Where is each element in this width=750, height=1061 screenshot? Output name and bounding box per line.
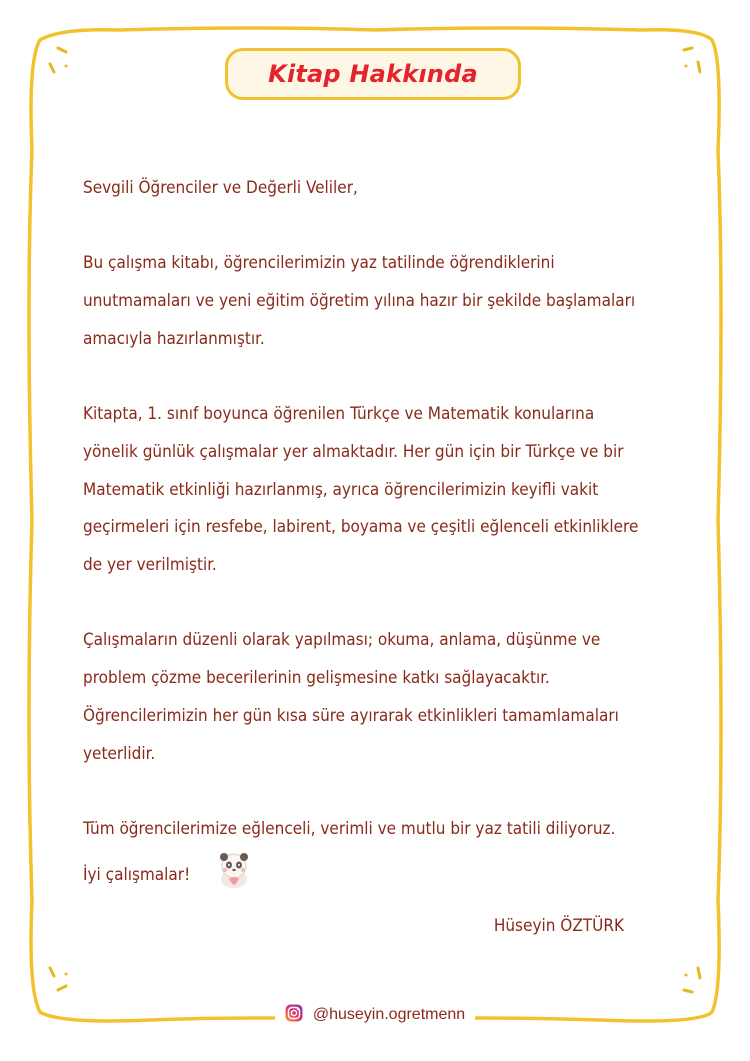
closing-line: Tüm öğrencilerimize eğlenceli, verimli ve mutlu bir yaz tatili diliyoruz. xyxy=(83,818,616,839)
panda-sticker-icon xyxy=(214,849,254,904)
author-signature: Hüseyin ÖZTÜRK xyxy=(493,916,624,936)
farewell: İyi çalışmalar! xyxy=(83,865,191,886)
paragraph-3-line: yeterlidir. xyxy=(83,743,156,764)
paragraph-2-line: Kitapta, 1. sınıf boyunca öğrenilen Türkçe ve Matematik konularına xyxy=(83,404,595,425)
paragraph-1-line: Bu çalışma kitabı, öğrencilerimizin yaz tatilinde öğrendiklerini xyxy=(83,253,555,274)
paragraph-2-line: de yer verilmiştir. xyxy=(83,555,217,575)
greeting: Sevgili Öğrenciler ve Değerli Veliler, xyxy=(83,178,358,198)
paragraph-3-line: Öğrencilerimizin her gün kısa süre ayırarak etkinlikleri tamamlamaları xyxy=(83,705,619,726)
paragraph-1-line: amacıyla hazırlanmıştır. xyxy=(83,328,265,349)
letter-body xyxy=(83,170,683,903)
footer xyxy=(0,1004,750,1026)
paragraph-2-line: Matematik etkinliği hazırlanmış, ayrıca öğrencilerimizin keyifli vakit xyxy=(83,479,599,500)
instagram-icon xyxy=(285,1004,303,1026)
page-title: Kitap Hakkında xyxy=(268,60,478,88)
paragraph-2-line: geçirmeleri için resfebe, labirent, boyama ve çeşitli eğlenceli etkinliklere xyxy=(83,517,639,538)
corner-sparkle-top-right xyxy=(684,48,700,72)
paragraph-3-line: problem çözme becerilerinin gelişmesine katkı sağlayacaktır. xyxy=(83,668,550,689)
title-banner xyxy=(225,48,521,100)
paragraph-2-line: yönelik günlük çalışmalar yer almaktadır. Her gün için bir Türkçe ve bir xyxy=(83,441,624,462)
corner-sparkle-top-left xyxy=(50,48,66,72)
instagram-handle[interactable]: @huseyin.ogretmenn xyxy=(312,1006,466,1023)
corner-sparkle-bottom-left xyxy=(50,968,66,990)
corner-sparkle-bottom-right xyxy=(684,968,700,992)
paragraph-1-line: unutmamaları ve yeni eğitim öğretim yılına hazır bir şekilde başlamaları xyxy=(83,291,636,312)
paragraph-3-line: Çalışmaların düzenli olarak yapılması; okuma, anlama, düşünme ve xyxy=(83,630,601,651)
